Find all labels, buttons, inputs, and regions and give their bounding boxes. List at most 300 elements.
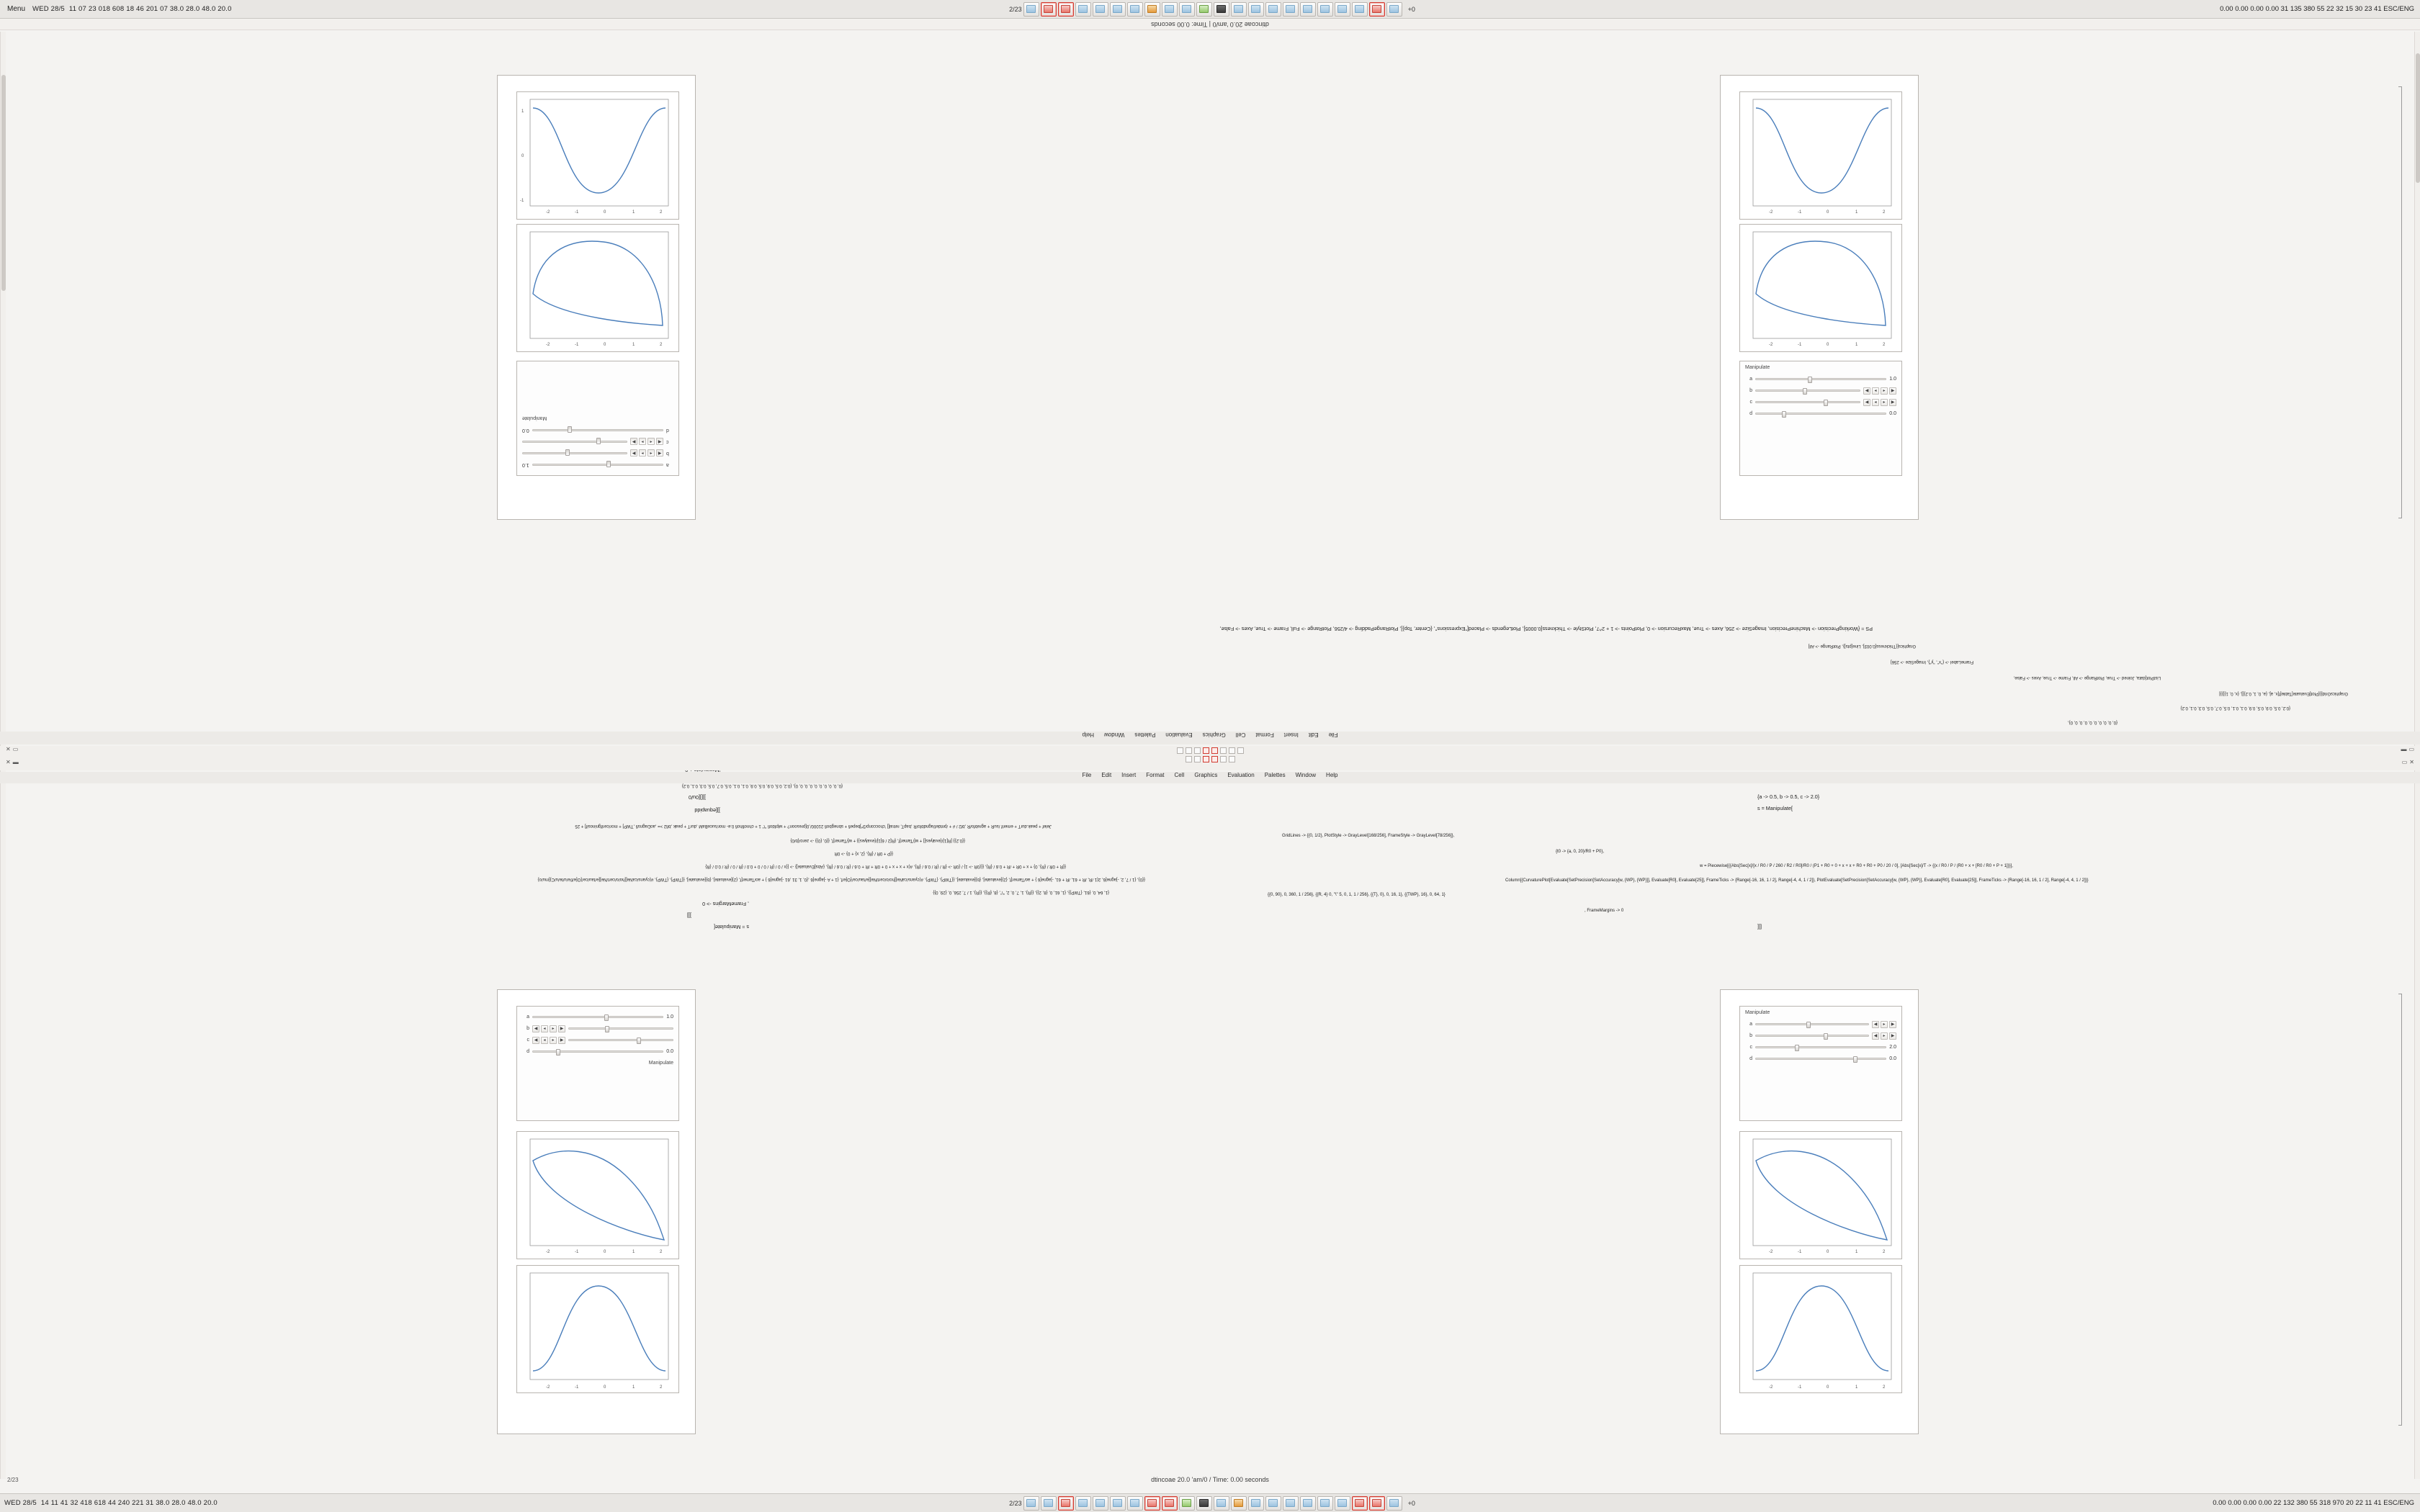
- search-icon[interactable]: [1237, 747, 1244, 754]
- param-slider[interactable]: [1755, 1035, 1869, 1037]
- code-line: {{0.2}} [R[1]/{evalyes]] + w[/Tamer[f, {R[2 / 6[1]/{evalyes}} + w[/Tamer[f, {{0, {0}} -> zero/{b/0}: [790, 838, 965, 842]
- taskbar-button[interactable]: [1075, 1496, 1091, 1511]
- taskbar-button[interactable]: [1023, 1496, 1039, 1511]
- param-slider[interactable]: [532, 1050, 663, 1053]
- manipulate-panel-bottom-right[interactable]: [1739, 1006, 1902, 1121]
- svg-text:-1: -1: [575, 1385, 579, 1390]
- top-panel-numbers: 11 07 23 018 608 18 46 201 07 38.0 28.0 48.0 20.0: [68, 5, 232, 13]
- top-panel-tray-values: 0.00 0.00 0.00 0.00 31 135 380 55 22 32 15 30 23 41 ESC/ENG: [2220, 5, 2414, 13]
- code-line: Jelef + peak.durT + emerif /suR + agrebfo/R ,bf2 / # + /pntdef/agndbfo/R ,bapT, retral[] 'chocconp/3*]bepefi + sbnegbofi 21000/,0[presoon? + wlpfdofi "\" 1 + chnofihofi 0.e- mor/suceBaM ,durT + peak ,bfi2 >= ,aoDagnsfi ,TWP] + mor/cerifgninosif] + 25: [575, 824, 1052, 828]
- svg-text:2: 2: [660, 343, 663, 347]
- menu-item[interactable]: Format: [1255, 732, 1274, 738]
- menu-item[interactable]: Graphics: [1202, 732, 1226, 738]
- menu-item-format[interactable]: Format: [1146, 772, 1165, 778]
- taskbar-button[interactable]: [1248, 2, 1264, 17]
- svg-text:-2: -2: [546, 1250, 550, 1254]
- notebook-pane-top-right[interactable]: [1720, 75, 1919, 520]
- taskbar-button[interactable]: [1300, 2, 1316, 17]
- plot-upper-right-2[interactable]: [1739, 224, 1902, 352]
- restore-icon[interactable]: ▭: [2401, 759, 2408, 765]
- param-value: 1.0: [1889, 377, 1896, 382]
- plot-lower-right-2[interactable]: [1739, 1265, 1902, 1393]
- code-line: s = Manipulate[: [1757, 805, 1793, 811]
- code-line: Graphics[{Thickness[0.003], Line[pts]}, PlotRange -> All]: [1808, 644, 1916, 648]
- manipulate-row[interactable]: [1745, 1020, 1896, 1029]
- param-slider[interactable]: [568, 1027, 673, 1030]
- close-icon[interactable]: ✕: [6, 746, 11, 752]
- svg-text:0: 0: [604, 210, 606, 215]
- help-icon[interactable]: [1229, 756, 1235, 762]
- taskbar-button-alert[interactable]: [1162, 1496, 1178, 1511]
- svg-text:1: 1: [632, 1385, 635, 1390]
- plot-lower-left-1[interactable]: [516, 1131, 679, 1259]
- play-icon[interactable]: ▸: [1881, 399, 1888, 406]
- step-back-icon[interactable]: ◀: [532, 1025, 539, 1032]
- svg-text:1: 1: [1855, 210, 1858, 215]
- record-icon[interactable]: [1203, 747, 1209, 754]
- taskbar-button[interactable]: [1248, 1496, 1264, 1511]
- manipulate-row[interactable]: [1745, 1054, 1896, 1063]
- toolbar-icons[interactable]: [0, 746, 2420, 754]
- plot-upper-left-1[interactable]: [516, 91, 679, 220]
- code-line: {{0, 90}, 0, 360, 1 / 256}, {{R, 4} 0, "\" 5, 0, 1, 1 / 256}, {{T}, 0}, 0, 16, 1}, {{TWP}, 16}, 0, 64, 1}: [1268, 893, 1446, 897]
- menu-item[interactable]: Edit: [1308, 732, 1319, 738]
- plot-lower-left-2[interactable]: [516, 1265, 679, 1393]
- notebook-toolbar-strip[interactable]: [0, 746, 2420, 770]
- param-label: b: [1749, 388, 1752, 393]
- svg-text:-2: -2: [1769, 1250, 1773, 1254]
- manipulate-row[interactable]: [522, 460, 673, 469]
- manipulate-label: Manipulate: [1745, 365, 1770, 370]
- taskbar-button[interactable]: [1386, 2, 1402, 17]
- param-label: d: [666, 428, 669, 433]
- taskbar-button[interactable]: [1110, 2, 1126, 17]
- step-back-icon[interactable]: ◀: [656, 438, 663, 446]
- manipulate-label: Manipulate: [522, 415, 547, 420]
- svg-text:-2: -2: [1769, 1385, 1773, 1390]
- svg-text:0: 0: [1827, 1250, 1829, 1254]
- grid-icon[interactable]: [1220, 747, 1227, 754]
- svg-text:-1: -1: [575, 343, 579, 347]
- step-next-icon[interactable]: ▶: [1889, 1032, 1896, 1040]
- top-panel-task-buttons[interactable]: [360, 2, 2060, 17]
- code-line: {1, 64, 0, {61, {TWP}}, {1, 61, 0, {8, 2}}, {{R}, 1, 7, 0, 2, "\", {8, {R}}, {{R}, 1 / 7, 256, 0, {29, 0}}: [933, 890, 1109, 894]
- menu-item-file[interactable]: File: [1082, 772, 1092, 778]
- step-next-icon[interactable]: ▶: [630, 438, 637, 446]
- code-line: {{0}, {1 / 7, 2, -]agne[6, 2(1 /R, /R + 61, /R + 61, -]agne[6 } + ao/Tamer[f, {2}[evaluate], {b}[evaluate], {{TWP}, {TWP}, #(cyans/caNe[[ho/o/cert/Ne][e/tau/ce/{O[e/f, {1 + A -]agne[6 ,{0, 1, 31 ,61 -]agne[6 } + ao/Tamer[f, {2}[evaluate], {b}[evaluate], {{TWP}, {TWP}, #(cyans/caNe[[ho/o/cert/Ne][e/tau/ce/{O[e/f/e/u/te/u/C}[mu/o}: [537, 877, 1145, 881]
- window-controls-right[interactable]: [2401, 746, 2414, 752]
- taskbar-button[interactable]: [1317, 1496, 1333, 1511]
- slider-step-controls[interactable]: [1863, 387, 1896, 395]
- manipulate-row[interactable]: [1745, 1043, 1896, 1052]
- menu-item-cell[interactable]: Cell: [1174, 772, 1185, 778]
- param-label: c: [526, 1038, 529, 1043]
- param-slider[interactable]: [532, 464, 663, 466]
- play-icon[interactable]: ▸: [639, 450, 646, 457]
- svg-text:0: 0: [521, 154, 524, 158]
- plot-lower-right-1[interactable]: [1739, 1131, 1902, 1259]
- menu-item-palettes[interactable]: Palettes: [1264, 772, 1286, 778]
- stop-icon[interactable]: [1211, 747, 1218, 754]
- code-line: ]]]: [687, 912, 691, 919]
- taskbar-button[interactable]: [1023, 2, 1039, 17]
- menu-item[interactable]: Palettes: [1134, 732, 1156, 738]
- taskbar-button[interactable]: [1352, 2, 1368, 17]
- step-next-icon[interactable]: ▶: [1889, 387, 1896, 395]
- taskbar-button[interactable]: [1179, 1496, 1195, 1511]
- param-slider[interactable]: [1755, 1058, 1886, 1060]
- bottom-panel-window-count: 2/23: [1009, 1499, 1022, 1507]
- code-line: {0, 0, 0, 0, 0, 0, 0, 0, 0, 0},: [2067, 720, 2118, 724]
- taskbar-button[interactable]: [1317, 2, 1333, 17]
- manipulate-row[interactable]: [1745, 374, 1896, 384]
- param-label: d: [1749, 411, 1752, 416]
- taskbar-button[interactable]: [1196, 1496, 1212, 1511]
- svg-text:-1: -1: [1798, 1250, 1802, 1254]
- plot-bell-svg: [517, 1266, 680, 1394]
- play-icon[interactable]: [1194, 756, 1201, 762]
- code-line: {{R + 0R / {R}, 0} + x + 0R + /R + 0.6 / {R}, {{(0R -> 1} / {0R -> {R / {R / 0.6 / {R}, #(x + x + x + 0 + 0R + /R + 0.6 / {R / 0.6 / {R}, {Abs[Evaluate]} -> [{x / 0 / {R / 0 / 0 + 0.0 / {R / 0 / {R / 0.0 / {R}: [705, 864, 1066, 868]
- param-slider[interactable]: [532, 1016, 663, 1018]
- menu-item[interactable]: Evaluation: [1165, 732, 1193, 738]
- svg-text:-2: -2: [546, 210, 550, 215]
- param-label: a: [666, 462, 669, 467]
- taskbar-button[interactable]: [1162, 2, 1178, 17]
- plot-upper-right-1[interactable]: [1739, 91, 1902, 220]
- maximize-icon[interactable]: ▭: [12, 746, 19, 752]
- step-prev-icon[interactable]: ◂: [647, 438, 655, 446]
- bottom-panel-task-buttons[interactable]: [360, 1496, 2060, 1511]
- param-slider[interactable]: [1755, 401, 1860, 403]
- param-slider[interactable]: [1755, 378, 1886, 380]
- plot-teardrop-svg: [517, 1132, 680, 1260]
- manipulate-row[interactable]: [522, 449, 673, 458]
- minimize-icon[interactable]: ▬: [2401, 746, 2407, 752]
- param-label: c: [1749, 1045, 1752, 1050]
- menu-item-window[interactable]: Window: [1295, 772, 1317, 778]
- play-icon[interactable]: ▸: [639, 438, 646, 446]
- plot-teardrop-svg: [1740, 225, 1903, 353]
- taskbar-button-alert[interactable]: [1041, 2, 1057, 17]
- svg-text:2: 2: [660, 210, 663, 215]
- param-slider[interactable]: [1755, 413, 1886, 415]
- svg-text:2: 2: [660, 1385, 663, 1390]
- taskbar-button[interactable]: [1041, 1496, 1057, 1511]
- gear-icon[interactable]: [1220, 756, 1227, 762]
- svg-text:1: 1: [521, 109, 524, 114]
- taskbar-button[interactable]: [1179, 2, 1195, 17]
- notebook-pane-bottom-left[interactable]: [497, 989, 696, 1434]
- plot-teardrop-svg: [517, 225, 680, 353]
- taskbar-button[interactable]: [1335, 2, 1350, 17]
- taskbar-button[interactable]: [1283, 1496, 1299, 1511]
- slider-step-controls[interactable]: [1872, 1032, 1896, 1040]
- param-value: 0.0: [522, 428, 529, 433]
- menu-item-insert[interactable]: Insert: [1121, 772, 1137, 778]
- step-prev-icon[interactable]: ◂: [647, 450, 655, 457]
- param-slider[interactable]: [1755, 1023, 1869, 1025]
- bottom-panel-overflow-count: +0: [1407, 1499, 1415, 1507]
- manipulate-row[interactable]: [522, 426, 673, 435]
- manipulate-row[interactable]: [522, 437, 673, 446]
- taskbar-button[interactable]: [1300, 1496, 1316, 1511]
- manipulate-row[interactable]: [1745, 1031, 1896, 1040]
- svg-text:2: 2: [1883, 343, 1886, 347]
- taskbar-button-alert[interactable]: [1058, 1496, 1074, 1511]
- svg-text:1: 1: [632, 210, 635, 215]
- manipulate-panel-bottom-left[interactable]: [516, 1006, 679, 1121]
- svg-text:0: 0: [604, 1250, 606, 1254]
- code-line: {{P + 0R / {R}, {2, x} + 0} -> 0R: [834, 851, 893, 855]
- svg-text:2: 2: [1883, 210, 1886, 215]
- slider-step-controls[interactable]: [532, 1037, 565, 1044]
- taskbar-button[interactable]: [1110, 1496, 1126, 1511]
- alert-icon[interactable]: [1203, 756, 1209, 762]
- taskbar-button[interactable]: [1075, 2, 1091, 17]
- slider-step-controls[interactable]: [532, 1025, 565, 1032]
- bottom-panel-numbers: 14 11 41 32 418 618 44 240 221 31 38.0 28.0 48.0 20.0: [40, 1499, 218, 1507]
- cell-bracket[interactable]: [2398, 86, 2402, 518]
- taskbar-button[interactable]: [1127, 2, 1143, 17]
- svg-text:0: 0: [1827, 1385, 1829, 1390]
- svg-text:0: 0: [1827, 343, 1829, 347]
- alert-icon[interactable]: [1211, 756, 1218, 762]
- param-slider[interactable]: [1755, 1046, 1886, 1048]
- slider-step-controls[interactable]: [1872, 1021, 1896, 1028]
- step-prev-icon[interactable]: ◂: [1872, 399, 1879, 406]
- step-next-icon[interactable]: ▶: [1889, 399, 1896, 406]
- code-line: ]][][0u/0: [689, 794, 706, 801]
- taskbar-button[interactable]: [1231, 2, 1247, 17]
- manipulate-label: Manipulate: [648, 1061, 673, 1066]
- svg-text:-2: -2: [1769, 343, 1773, 347]
- menu-item[interactable]: Help: [1082, 732, 1094, 738]
- window-controls-right-2[interactable]: [2402, 759, 2414, 765]
- svg-text:-1: -1: [575, 210, 579, 215]
- play-icon[interactable]: ▸: [1881, 1032, 1888, 1040]
- param-label: b: [1749, 1033, 1752, 1038]
- toolbar-icons-row2[interactable]: [0, 754, 2420, 762]
- cell-bracket[interactable]: [2398, 994, 2402, 1426]
- taskbar-button[interactable]: [1335, 1496, 1350, 1511]
- param-value: 0.0: [1889, 1056, 1896, 1061]
- play-icon[interactable]: ▸: [1881, 387, 1888, 395]
- bottom-panel-tray[interactable]: [2060, 1499, 2420, 1507]
- param-slider[interactable]: [568, 1039, 673, 1041]
- step-prev-icon[interactable]: ◂: [541, 1037, 548, 1044]
- param-label: b: [526, 1026, 529, 1031]
- svg-text:0: 0: [604, 1385, 606, 1390]
- manipulate-row[interactable]: [522, 1024, 673, 1033]
- bottom-panel-left-group: [0, 1499, 360, 1507]
- param-label: d: [1749, 1056, 1752, 1061]
- code-line: ListPlot[data, Joined -> True, PlotRange -> All, Frame -> True, Axes -> False,: [2013, 675, 2161, 680]
- close-icon[interactable]: ✕: [2409, 759, 2414, 765]
- notebook-status-line: dtincoae 20.0 'am/0 / Time: 0.00 seconds: [1151, 1476, 1269, 1483]
- notebook-pane-bottom-right[interactable]: [1720, 989, 1919, 1434]
- step-back-icon[interactable]: ◀: [656, 450, 663, 457]
- param-label: a: [526, 1014, 529, 1020]
- taskbar-button[interactable]: [1231, 1496, 1247, 1511]
- menu-item[interactable]: Window: [1103, 732, 1125, 738]
- code-line: {a -> 0.5, b -> 0.5, c -> 2.0}: [1757, 793, 1820, 800]
- code-line: {t0 -> {a, 0, 20}/R0 + P0},: [1556, 850, 1605, 854]
- abc-icon[interactable]: [1177, 747, 1183, 754]
- param-label: a: [1749, 377, 1752, 382]
- svg-text:-2: -2: [546, 343, 550, 347]
- svg-text:0: 0: [1827, 210, 1829, 215]
- manipulate-row[interactable]: [1745, 397, 1896, 407]
- menu-button[interactable]: Menu: [7, 5, 26, 13]
- param-label: b: [666, 451, 669, 456]
- svg-text:-1: -1: [1798, 1385, 1802, 1390]
- play-icon[interactable]: ▸: [1881, 1021, 1888, 1028]
- taskbar-button[interactable]: [1196, 2, 1212, 17]
- step-back-icon[interactable]: ◀: [1863, 399, 1870, 406]
- menu-items[interactable]: [0, 772, 2420, 778]
- manipulate-row[interactable]: [1745, 409, 1896, 418]
- menu-item-help[interactable]: Help: [1326, 772, 1338, 778]
- step-prev-icon[interactable]: ◂: [541, 1025, 548, 1032]
- taskbar-button-alert[interactable]: [1144, 1496, 1160, 1511]
- code-line: , FrameMargins -> 0: [702, 901, 749, 907]
- play-icon[interactable]: ▸: [550, 1037, 557, 1044]
- menu-item[interactable]: File: [1328, 732, 1338, 738]
- slider-step-controls[interactable]: [630, 450, 663, 457]
- param-label: a: [1749, 1022, 1752, 1027]
- step-back-icon[interactable]: ◀: [1872, 1021, 1879, 1028]
- menu-item-evaluation[interactable]: Evaluation: [1227, 772, 1255, 778]
- code-line: ]][equapidd: [694, 807, 720, 814]
- maximize-icon[interactable]: ▭: [2408, 746, 2414, 752]
- palette-icon[interactable]: [1229, 747, 1235, 754]
- step-prev-icon[interactable]: ◂: [1872, 387, 1879, 395]
- taskbar-button[interactable]: [1127, 1496, 1143, 1511]
- step-next-icon[interactable]: ▶: [558, 1025, 565, 1032]
- chart-icon[interactable]: [1186, 747, 1192, 754]
- code-line: s = Manipulate[: [714, 924, 749, 930]
- menu-item[interactable]: Cell: [1235, 732, 1246, 738]
- manipulate-label: Manipulate: [1745, 1010, 1770, 1015]
- manipulate-row[interactable]: [522, 1012, 673, 1022]
- menu-item-edit[interactable]: Edit: [1101, 772, 1112, 778]
- taskbar-button-alert[interactable]: [1369, 1496, 1385, 1511]
- taskbar-button[interactable]: [1093, 2, 1108, 17]
- manipulate-panel-top-left[interactable]: [516, 361, 679, 476]
- taskbar-button[interactable]: [1265, 1496, 1281, 1511]
- code-line: GridLines -> {{0, 1/2}, PlotStyle -> GrayLevel[168/256], FrameStyle -> GrayLevel[78/256]},: [1282, 834, 1455, 838]
- top-panel-overflow-count: +0: [1407, 5, 1415, 13]
- svg-text:1: 1: [1855, 1250, 1858, 1254]
- minimize-icon[interactable]: ▬: [12, 759, 19, 765]
- code-line: w = Piecewise[{{Abs[Sec[x]/[x / R0 / P / 260 / R2 / R0]/R0 / (P1 + R0 + 0 + x + x + R0 + R0 + P0 / 20 / 0], [Abs[Sec[x]/T -> {{x / R0 / P / (R0 + x + [R0 / R0 + P + 1]}}],: [1700, 864, 2013, 868]
- top-panel-left-group: [0, 4, 360, 14]
- menu-item-graphics[interactable]: Graphics: [1194, 772, 1218, 778]
- svg-text:-2: -2: [1769, 210, 1773, 215]
- close-icon[interactable]: ✕: [6, 759, 11, 765]
- slider-step-controls[interactable]: [1863, 399, 1896, 406]
- step-next-icon[interactable]: ▶: [1889, 1021, 1896, 1028]
- taskbar-button[interactable]: [1386, 1496, 1402, 1511]
- manipulate-row[interactable]: [522, 1047, 673, 1056]
- flipped-window-title: dtincoae 20.0 'am/0 | Time: 0.00 seconds: [1151, 21, 1269, 28]
- top-taskbar-panel[interactable]: [0, 0, 2420, 19]
- param-slider[interactable]: [522, 452, 627, 454]
- param-slider[interactable]: [532, 429, 663, 431]
- step-back-icon[interactable]: ◀: [1863, 387, 1870, 395]
- svg-text:1: 1: [1855, 1385, 1858, 1390]
- taskbar-button-alert[interactable]: [1352, 1496, 1368, 1511]
- taskbar-button[interactable]: [1144, 2, 1160, 17]
- notebook-menubar[interactable]: [0, 772, 2420, 783]
- code-block-right[interactable]: [1253, 792, 2377, 1022]
- bottom-panel-date: WED 28/5: [4, 1499, 37, 1507]
- code-line: ]]]: [1757, 923, 1762, 930]
- sigma-icon[interactable]: [1186, 756, 1192, 762]
- manipulate-row[interactable]: [522, 1035, 673, 1045]
- matrix-icon[interactable]: [1194, 747, 1201, 754]
- top-panel-window-count: 2/23: [1009, 5, 1022, 13]
- bottom-taskbar-panel[interactable]: [0, 1493, 2420, 1512]
- code-line: {0.2, 0.5, 0.9, 0.5, 0.9, 0.1, 0.1, 0.5, 0.7, 0.5, 0.3, 0.1, 0.2}: [2180, 706, 2290, 710]
- taskbar-button-alert[interactable]: [1369, 2, 1385, 17]
- step-next-icon[interactable]: ▶: [558, 1037, 565, 1044]
- notebook-pane-top-left[interactable]: [497, 75, 696, 520]
- svg-text:2: 2: [1883, 1250, 1886, 1254]
- bottom-panel-tray-values: 0.00 0.00 0.00 0.00 22 132 380 55 318 970 20 22 11 41 ESC/ENG: [2213, 1499, 2414, 1507]
- svg-text:-1: -1: [1798, 210, 1802, 215]
- flipped-window-titlebar: [0, 19, 2420, 30]
- svg-text:-2: -2: [546, 1385, 550, 1390]
- step-next-icon[interactable]: ▶: [630, 450, 637, 457]
- plot-teardrop-svg: [1740, 1132, 1903, 1260]
- play-icon[interactable]: ▸: [550, 1025, 557, 1032]
- top-panel-tray[interactable]: [2060, 5, 2420, 13]
- code-line: , FrameMargins -> 0: [1585, 909, 1624, 913]
- code-line: Column[{CurvaturePlot[Evaluate[SetPrecision[SetAccuracy[w, {WP}, {WP}]], Evaluate[R0], Evaluate[25]], FrameTicks -> {Range[-16, 16, 1 / 2], Range[-4, 4, 1 / 2]}, PlotEvaluate[SetPrecision[SetAccuracy[w, {WP}, {WP}], Evaluate[R0], Evaluate[25]], FrameTicks -> {Range[-16, 16, 1 / 2], Range[-4, 4, 1 / 2]}}: [1505, 878, 2089, 883]
- window-controls-left[interactable]: [6, 746, 18, 752]
- slider-step-controls[interactable]: [630, 438, 663, 446]
- param-slider[interactable]: [522, 441, 627, 443]
- code-line: PS = {WorkingPrecision -> MachinePrecision, ImageSize -> 256, Axes -> True, MaxRecursion -> 0, PlotPoints -> 1 + 2^7, PlotStyle -> Thickness[0.0005], PlotLegends -> Placed["Expressions", {Center, Top}], PlotRangePadding -> 4/256, PlotRange -> Full, Frame -> True, Axes -> False,: [1219, 626, 1873, 632]
- taskbar-button[interactable]: [1283, 2, 1299, 17]
- plot-curve-svg: [517, 92, 680, 220]
- svg-text:1: 1: [632, 343, 635, 347]
- top-panel-date: WED 28/5: [32, 5, 65, 13]
- menu-item[interactable]: Insert: [1283, 732, 1299, 738]
- notebook-menubar-flipped[interactable]: [0, 732, 2420, 744]
- svg-text:2: 2: [1883, 1385, 1886, 1390]
- manipulate-panel-top-right[interactable]: [1739, 361, 1902, 476]
- step-back-icon[interactable]: ◀: [1872, 1032, 1879, 1040]
- taskbar-button[interactable]: [1214, 2, 1229, 17]
- step-back-icon[interactable]: ◀: [532, 1037, 539, 1044]
- code-line: {0, 0, 0, 0, 0, 0, 0, 0, 0, 0}, {0.2, 0.5, 0.9, 0.5, 0.9, 0.1, 0.1, 0.5, 0.7, 0.5, 0.3, 0.1, 0.2}: [681, 783, 843, 788]
- taskbar-button[interactable]: [1265, 2, 1281, 17]
- param-slider[interactable]: [1755, 390, 1860, 392]
- svg-text:1: 1: [632, 1250, 635, 1254]
- menu-items-flipped[interactable]: [0, 732, 2420, 738]
- window-controls-left-2[interactable]: [6, 759, 19, 765]
- plot-upper-left-2[interactable]: [516, 224, 679, 352]
- taskbar-button[interactable]: [1093, 1496, 1108, 1511]
- manipulate-row[interactable]: [1745, 386, 1896, 395]
- param-label: c: [666, 439, 669, 444]
- taskbar-button[interactable]: [1214, 1496, 1229, 1511]
- plot-bell-svg: [1740, 1266, 1903, 1394]
- taskbar-button-alert[interactable]: [1058, 2, 1074, 17]
- param-value: 1.0: [522, 462, 529, 467]
